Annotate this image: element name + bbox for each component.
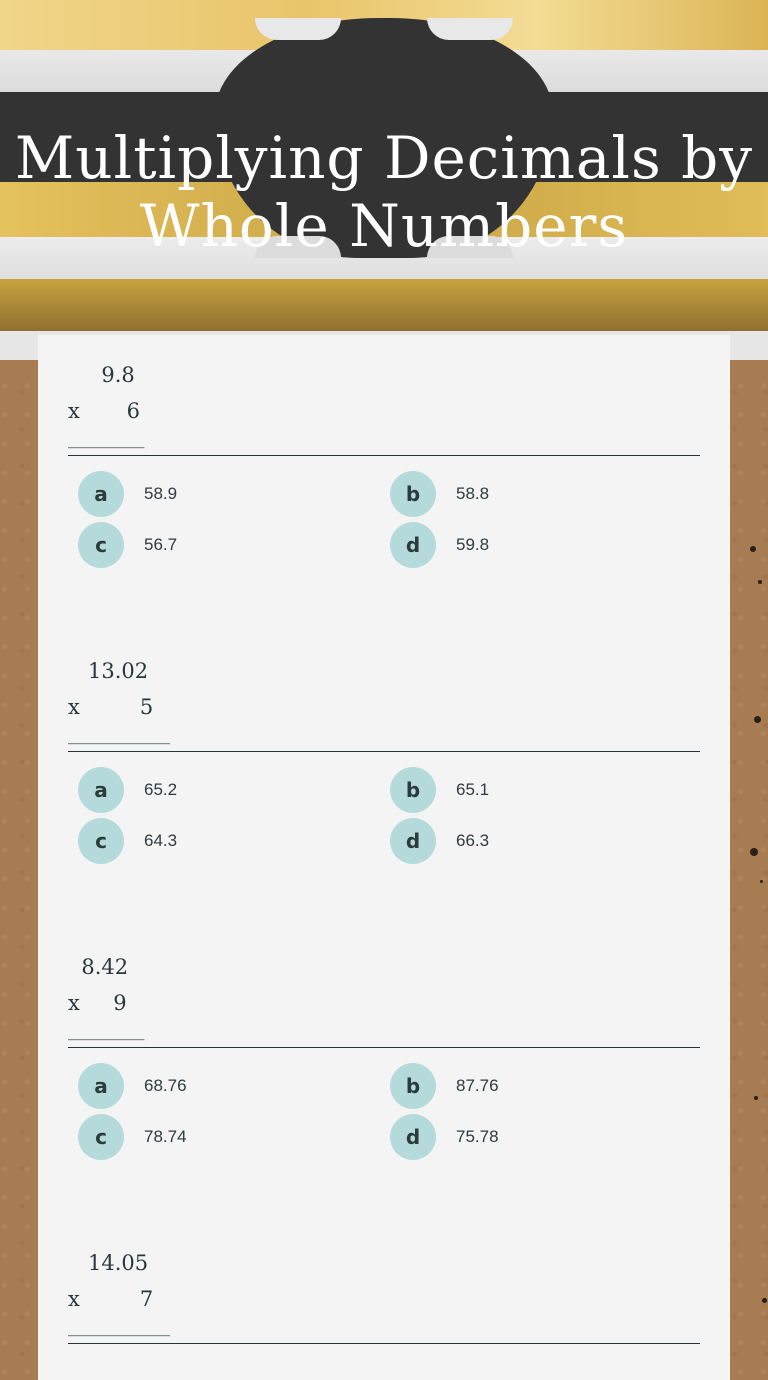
answer-options [68,456,700,576]
option-letter-bubble[interactable]: b [390,767,436,813]
problem-multiplicand: 13.02 [68,659,149,683]
option-d[interactable] [390,1114,499,1160]
divider [68,1343,700,1344]
option-letter-bubble[interactable]: c [78,818,124,864]
option-c[interactable] [78,1114,187,1160]
option-value: 64.3 [144,831,178,850]
problem-multiplicand: 9.8 [68,363,135,387]
answer-options [68,752,700,872]
answer-blank: _________ [68,1021,145,1041]
problem-multiplier: x 7 [68,1287,154,1311]
question-2 [68,653,700,872]
option-letter-bubble[interactable]: b [390,471,436,517]
option-a[interactable] [78,1063,187,1109]
option-value: 59.8 [456,535,490,554]
option-value: 65.2 [144,780,178,799]
option-c[interactable] [78,818,177,864]
gold-stripe [0,279,768,331]
option-value: 68.76 [144,1076,187,1095]
option-letter-bubble[interactable]: a [78,767,124,813]
question-1 [68,357,700,576]
answer-options [68,1048,700,1168]
option-d[interactable] [390,522,489,568]
option-letter-bubble[interactable]: d [390,818,436,864]
option-value: 66.3 [456,831,490,850]
problem-multiplier: x 9 [68,991,127,1015]
option-d[interactable] [390,818,489,864]
option-b[interactable] [390,767,489,813]
option-value: 58.8 [456,484,490,503]
option-value: 78.74 [144,1127,187,1146]
title-line-2: Whole Numbers [139,192,629,260]
option-b[interactable] [390,1063,499,1109]
speckle [754,1096,758,1100]
problem-multiplier: x 6 [68,399,140,423]
problem-multiplier: x 5 [68,695,154,719]
answer-blank: ____________ [68,725,170,745]
speckle [750,848,758,856]
title-line-1: Multiplying Decimals by [14,124,754,192]
option-letter-bubble[interactable]: c [78,1114,124,1160]
header-banner [0,0,768,360]
plaque-notch [427,18,513,40]
speckle [758,580,762,584]
option-letter-bubble[interactable]: b [390,1063,436,1109]
speckle [754,716,761,723]
paper-speckles [730,360,768,1380]
plaque-notch [255,18,341,40]
option-value: 56.7 [144,535,178,554]
question-4 [68,1245,700,1344]
option-b[interactable] [390,471,489,517]
answer-blank: ____________ [68,1317,170,1337]
option-value: 58.9 [144,484,178,503]
option-c[interactable] [78,522,177,568]
option-value: 65.1 [456,780,490,799]
option-value: 87.76 [456,1076,499,1095]
speckle [760,880,763,883]
option-letter-bubble[interactable]: d [390,522,436,568]
option-letter-bubble[interactable]: c [78,522,124,568]
worksheet-card [38,335,730,1380]
speckle [750,546,756,552]
question-3 [68,949,700,1168]
option-letter-bubble[interactable]: a [78,471,124,517]
option-letter-bubble[interactable]: a [78,1063,124,1109]
answer-blank: _________ [68,429,145,449]
option-letter-bubble[interactable]: d [390,1114,436,1160]
problem-multiplicand: 14.05 [68,1251,149,1275]
option-a[interactable] [78,767,177,813]
problem-multiplicand: 8.42 [68,955,129,979]
option-a[interactable] [78,471,177,517]
speckle [762,1298,767,1303]
page-title [0,124,768,260]
option-value: 75.78 [456,1127,499,1146]
